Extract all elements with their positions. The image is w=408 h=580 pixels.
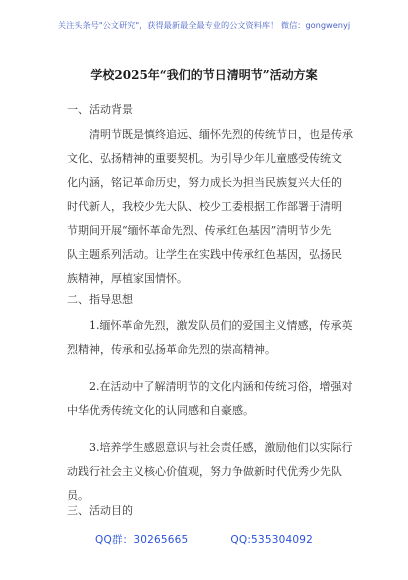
paragraph-line: 1.缅怀革命先烈，激发队员们的爱国主义情感，传承英 xyxy=(89,319,353,332)
paragraph-line: 清明节既是慎终追远、缅怀先烈的传统节日，也是传承 xyxy=(89,128,353,141)
footer-qq-contact: QQ:535304092 xyxy=(230,534,313,546)
section-heading-guiding-ideology: 二、指导思想 xyxy=(67,293,133,306)
header-banner: 关注头条号"公文研究"，获得最新最全最专业的公文资料库！ 微信：gongwenyj xyxy=(57,20,351,30)
paragraph-guiding-3 xyxy=(67,436,353,508)
paragraph-line: 节期间开展“缅怀革命先烈、传承红色基因”清明节少先 xyxy=(67,224,332,237)
paragraph-line: 员。 xyxy=(67,489,89,502)
paragraph-line: 文化、弘扬精神的重要契机。为引导少年儿童感受传统文 xyxy=(67,152,342,165)
paragraph-line: 动践行社会主义核心价值观，努力争做新时代优秀少先队 xyxy=(67,465,342,478)
footer-qq-group: QQ群：30265665 xyxy=(95,534,189,546)
document-title: 学校2025年“我们的节日清明节”活动方案 xyxy=(90,68,318,82)
paragraph-line: 时代新人，我校少先大队、校少工委根据工作部署于清明 xyxy=(67,200,342,213)
paragraph-line: 3.培养学生感恩意识与社会责任感，激励他们以实际行 xyxy=(89,441,353,454)
section-heading-background: 一、活动背景 xyxy=(67,103,133,116)
paragraph-line: 队主题系列活动。让学生在实践中传承红色基因，弘扬民 xyxy=(67,248,342,261)
paragraph-line: 中华优秀传统文化的认同感和自豪感。 xyxy=(67,404,254,417)
section-heading-purpose: 三、活动目的 xyxy=(67,504,133,517)
paragraph-line: 烈精神，传承和弘扬革命先烈的崇高精神。 xyxy=(67,343,276,356)
footer-contact xyxy=(0,532,408,547)
paragraph-line: 族精神，厚植家国情怀。 xyxy=(67,272,188,285)
paragraph-guiding-1 xyxy=(67,314,353,362)
paragraph-background xyxy=(67,123,353,291)
paragraph-line: 化内涵，铭记革命历史，努力成长为担当民族复兴大任的 xyxy=(67,176,342,189)
paragraph-line: 2.在活动中了解清明节的文化内涵和传统习俗，增强对 xyxy=(89,380,353,393)
paragraph-guiding-2 xyxy=(67,375,353,423)
